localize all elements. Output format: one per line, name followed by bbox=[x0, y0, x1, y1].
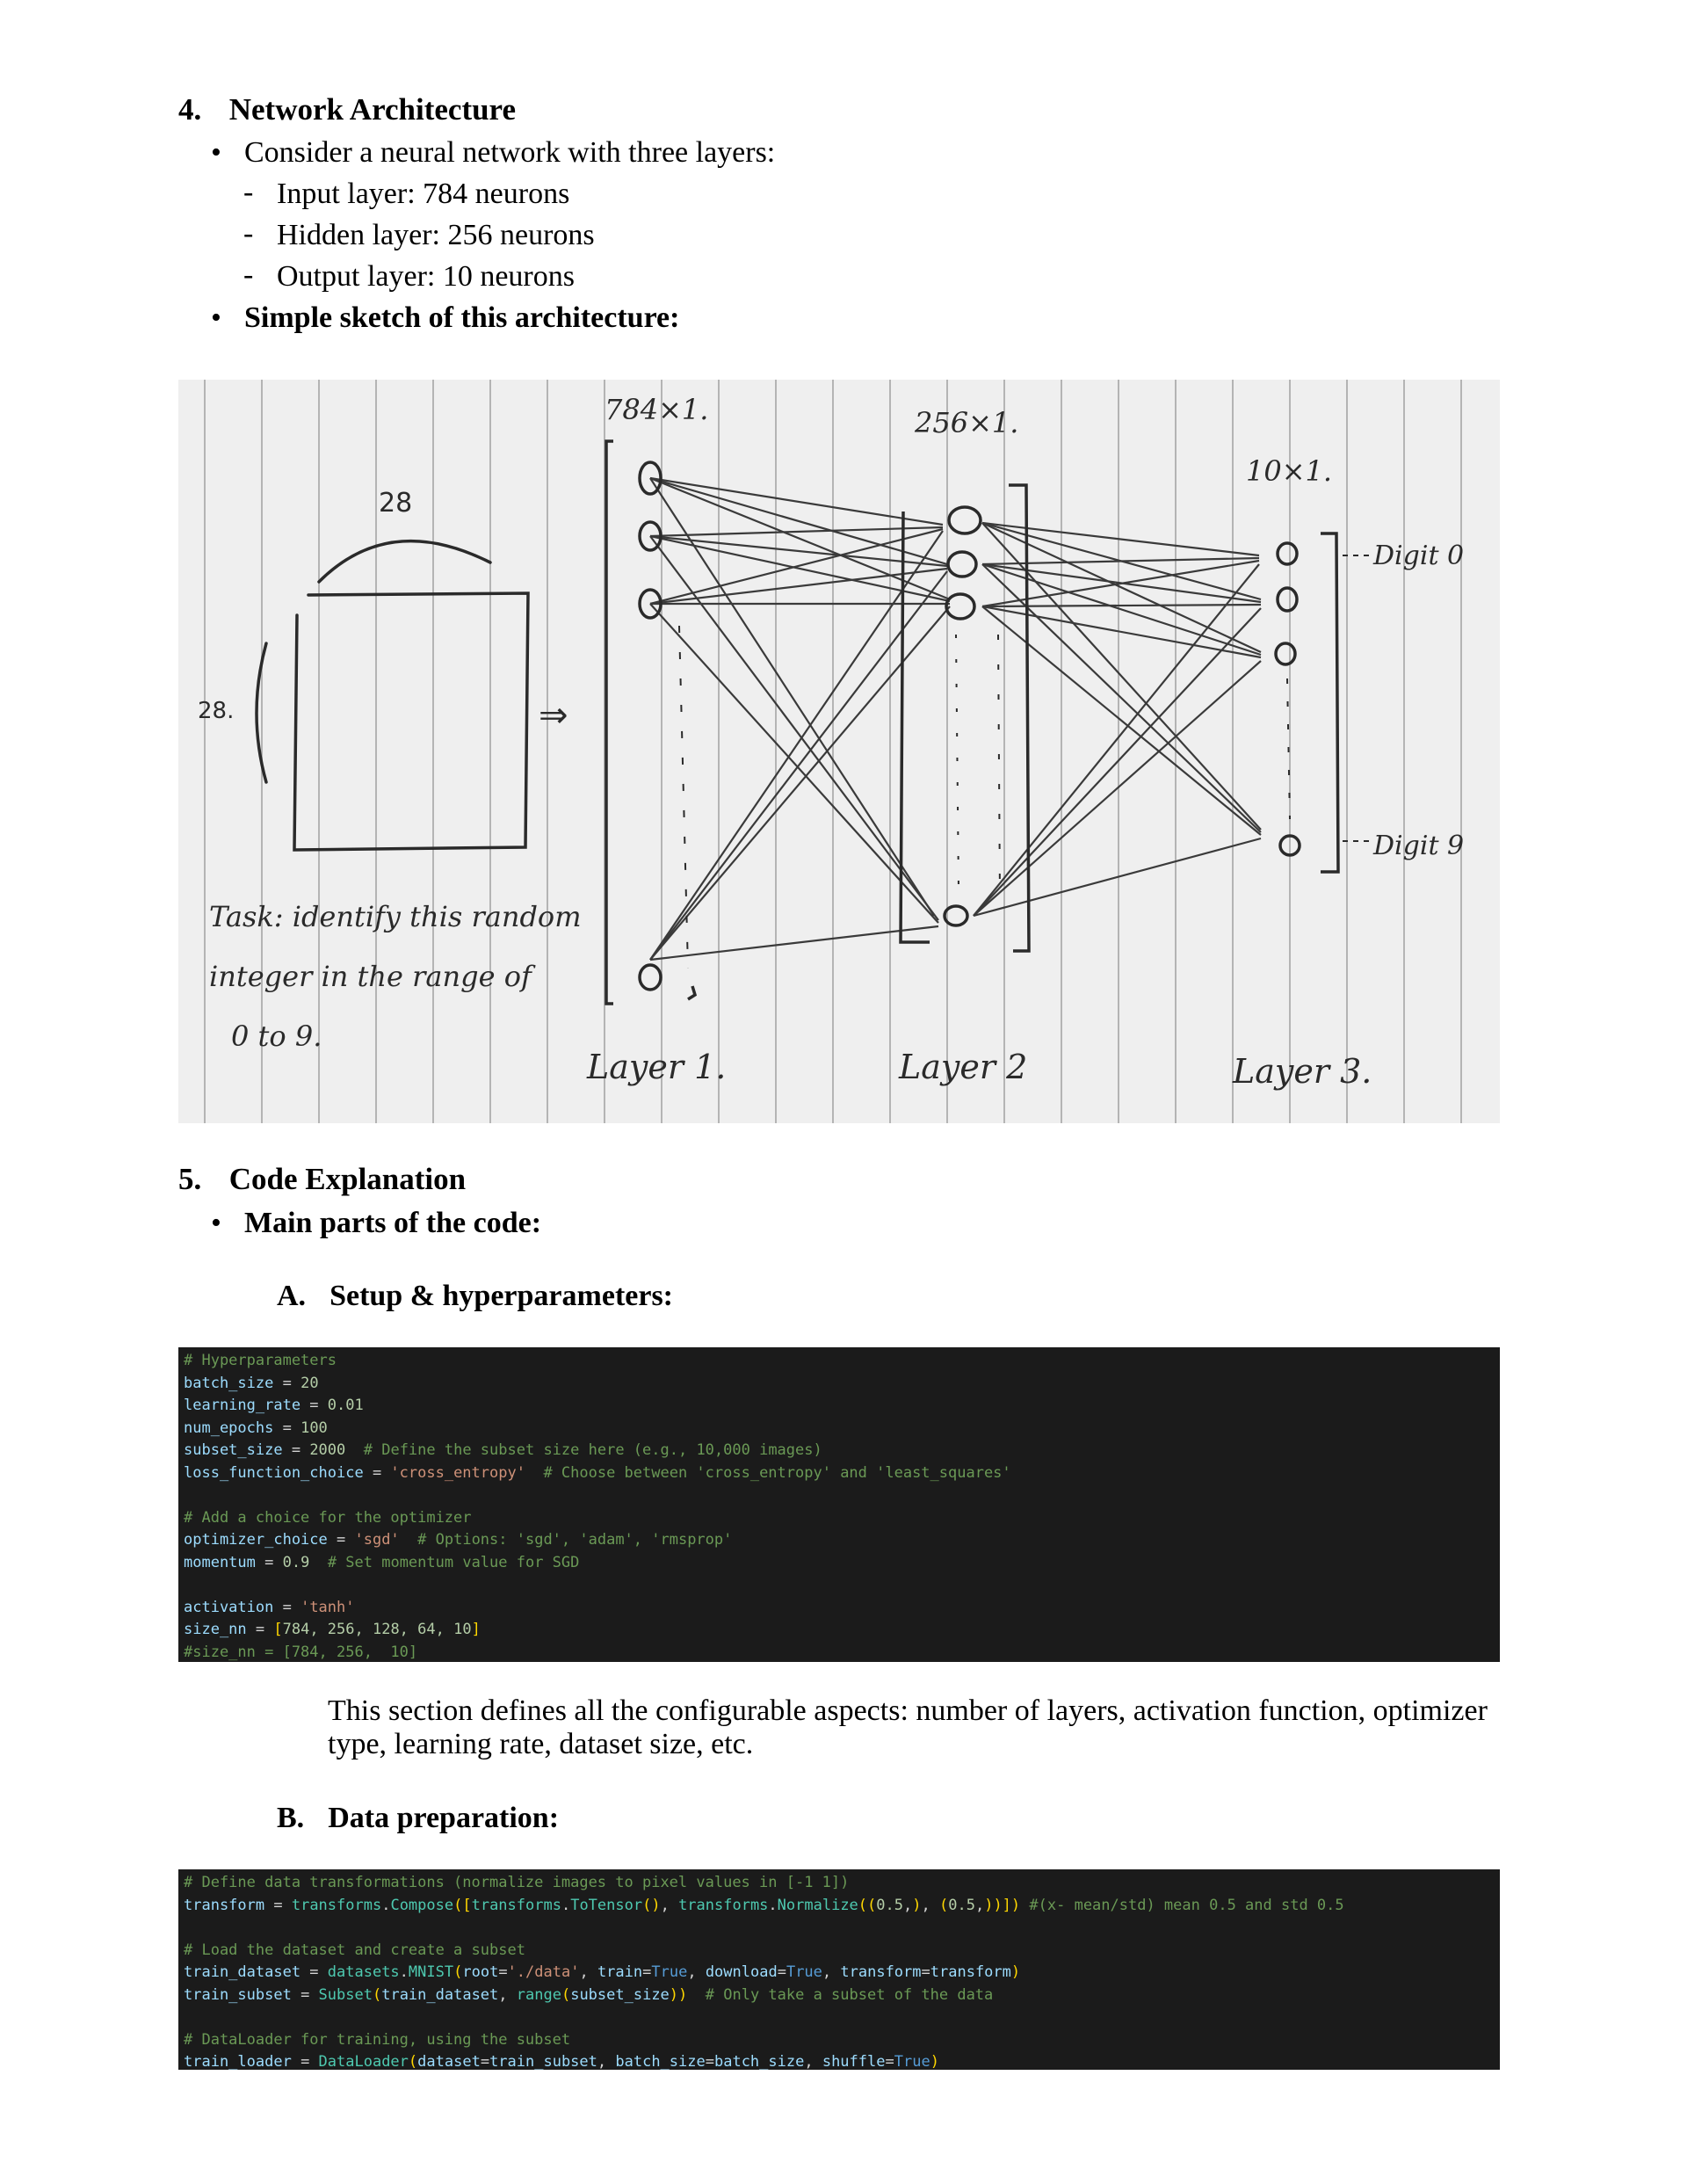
subsection-letter: B. bbox=[277, 1802, 305, 1834]
code-comment: # Load the dataset and create a subset bbox=[184, 1941, 525, 1959]
architecture-sketch bbox=[178, 380, 1500, 1123]
layer-2-neurons bbox=[901, 485, 1029, 951]
subsection-b-heading bbox=[277, 1802, 559, 1835]
code-line: momentum = 0.9 # Set momentum value for SGD bbox=[184, 1553, 580, 1571]
code-line: train_subset = Subset(train_dataset, range(subset_size)) # Only take a subset of the data bbox=[184, 1985, 994, 2004]
code-comment: # DataLoader for training, using the subset bbox=[184, 2030, 571, 2049]
task-line: integer in the range of bbox=[209, 960, 532, 993]
code-line: size_nn = [784, 256, 128, 64, 10] bbox=[184, 1621, 481, 1638]
task-line: Task: identify this random bbox=[209, 900, 582, 933]
bullet-icon: • bbox=[211, 1207, 221, 1239]
input-image-square bbox=[257, 541, 528, 850]
code-block-hyperparameters bbox=[178, 1347, 1500, 1662]
code-line: batch_size = 20 bbox=[184, 1374, 319, 1392]
code-line: activation = 'tanh' bbox=[184, 1598, 355, 1616]
code-blank bbox=[184, 1917, 1495, 1940]
image-size-top: 28 bbox=[379, 488, 413, 519]
image-size-side: 28. bbox=[198, 698, 235, 724]
code-line: learning_rate = 0.01 bbox=[184, 1397, 364, 1414]
layer-2-label: Layer 2 bbox=[899, 1048, 1028, 1086]
code-line: train_loader = DataLoader(dataset=train_subset, batch_size=batch_size, shuffle=True) bbox=[184, 2053, 939, 2070]
subsection-a-description: This section defines all the configurable aspects: number of layers, activation function, optimizer type, learning rate, dataset size, etc. bbox=[328, 1694, 1488, 1760]
bullet-text: Consider a neural network with three layers: bbox=[244, 136, 776, 169]
code-line: transform = transforms.Compose([transforms.ToTensor(), transforms.Normalize((0.5,), (0.5,))]) #(x- mean/std) mean 0.5 and std 0.5 bbox=[184, 1896, 1344, 1914]
bullet-item bbox=[211, 301, 680, 335]
bullet-text: Main parts of the code: bbox=[244, 1207, 542, 1239]
dash-icon: - bbox=[243, 258, 254, 291]
code-line: optimizer_choice = 'sgd' # Options: 'sgd', 'adam', 'rmsprop' bbox=[184, 1531, 733, 1549]
connections bbox=[650, 478, 1261, 960]
section-number: 5. bbox=[178, 1162, 202, 1196]
code-comment: # Add a choice for the optimizer bbox=[184, 1508, 472, 1527]
layer-item-text: Hidden layer: 256 neurons bbox=[277, 219, 595, 251]
code-comment: # Hyperparameters bbox=[184, 1352, 337, 1369]
bullet-icon: • bbox=[211, 301, 221, 334]
dash-icon: - bbox=[243, 217, 254, 250]
bullet-item bbox=[211, 1207, 542, 1240]
arrow-icon: ⇒ bbox=[539, 695, 568, 736]
code-line: subset_size = 2000 # Define the subset size here (e.g., 10,000 images) bbox=[184, 1441, 822, 1459]
digit-0-label: Digit 0 bbox=[1373, 541, 1465, 571]
layer-item-output bbox=[243, 258, 575, 294]
code-comment: #size_nn = [784, 256, 10] bbox=[184, 1643, 418, 1661]
digit-9-label: Digit 9 bbox=[1373, 831, 1465, 861]
bullet-icon: • bbox=[211, 136, 221, 169]
code-blank bbox=[184, 1484, 1495, 1507]
bullet-text: Simple sketch of this architecture: bbox=[244, 301, 680, 334]
code-block-data-preparation bbox=[178, 1869, 1500, 2070]
subsection-a-heading bbox=[277, 1280, 673, 1313]
section-number: 4. bbox=[178, 92, 202, 127]
layer-item-text: Output layer: 10 neurons bbox=[277, 260, 575, 293]
section-title: Code Explanation bbox=[228, 1162, 467, 1196]
dash-icon: - bbox=[243, 176, 254, 208]
code-line: loss_function_choice = 'cross_entropy' # Choose between 'cross_entropy' and 'least_squares' bbox=[184, 1463, 1011, 1482]
layer-item-text: Input layer: 784 neurons bbox=[277, 178, 570, 210]
section-title: Network Architecture bbox=[228, 92, 516, 127]
code-line: train_dataset = datasets.MNIST(root='./data', train=True, download=True, transform=transform) bbox=[184, 1963, 1021, 1981]
subsection-title: Setup & hyperparameters: bbox=[329, 1280, 673, 1312]
layer-3-label: Layer 3. bbox=[1233, 1052, 1372, 1091]
layer-1-label: Layer 1. bbox=[587, 1048, 727, 1086]
bullet-item bbox=[211, 136, 776, 170]
layer-item-input bbox=[243, 176, 570, 211]
layer-1-dim: 784×1. bbox=[605, 393, 709, 426]
top-arc bbox=[319, 541, 490, 582]
layer-item-hidden bbox=[243, 217, 595, 252]
code-blank bbox=[184, 1574, 1495, 1597]
code-line: num_epochs = 100 bbox=[184, 1419, 328, 1437]
layer-3-dim: 10×1. bbox=[1246, 454, 1333, 488]
subsection-letter: A. bbox=[277, 1280, 307, 1312]
code-blank bbox=[184, 2006, 1495, 2029]
layer-2-dim: 256×1. bbox=[915, 406, 1019, 439]
subsection-title: Data preparation: bbox=[328, 1802, 560, 1834]
code-comment: # Define data transformations (normalize images to pixel values in [-1 1]) bbox=[184, 1874, 850, 1891]
section-5-heading bbox=[178, 1162, 466, 1197]
task-line: 0 to 9. bbox=[231, 1019, 322, 1053]
task-note bbox=[209, 900, 582, 1053]
section-4-heading bbox=[178, 92, 516, 127]
